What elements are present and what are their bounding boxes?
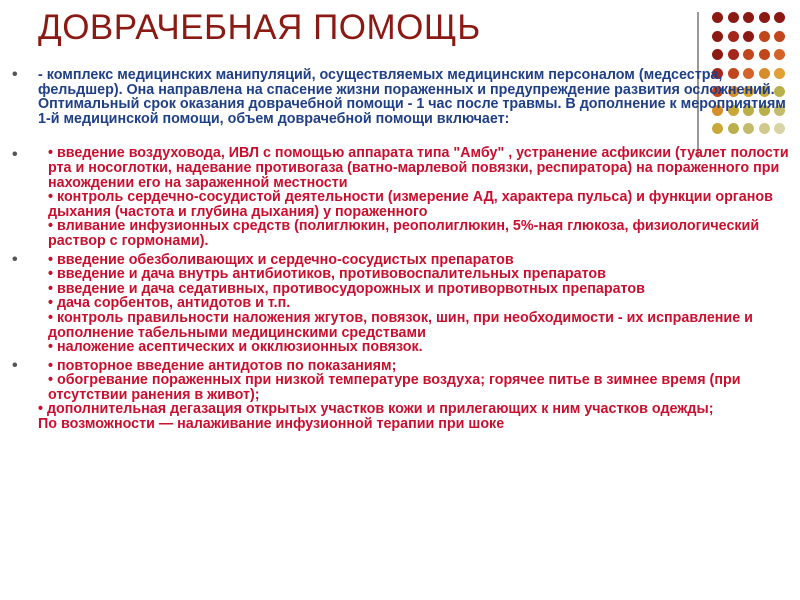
measure-item: • контроль сердечно-сосудистой деятельности (измерение АД, характера пульса) и функции органов дыхания (частота и глубина дыхания) у пораженного [48,189,773,220]
measure-item: По возможности — налаживание инфузионной терапии при шоке [38,416,505,433]
measure-item: • дача сорбентов, антидотов и т.п. [48,295,291,312]
measures-block-3 [12,356,794,433]
measure-item: • контроль правильности наложения жгутов, повязок, шин, при необходимости - их исправление и дополнение табельными медицинскими средствами [48,309,753,341]
measures-block-2 [12,250,794,356]
bullet-marker: • [12,356,18,374]
decorative-dot [728,31,739,42]
measure-item: • наложение асептических и окклюзионных повязок. [48,339,423,356]
intro-text: - комплекс медицинских манипуляций, осуществляемых медицинским персоналом (медсестра, фельдшер). Она направлена на спасение жизни пораженных и предупреждение развития осложнений. Оптимальный срок оказания доврачебной помощи - 1 час после травмы. В дополнение к мероприятиям 1-й медицинской помощи, объем доврачебной помощи включает: [38,67,786,127]
decorative-dot [728,49,739,60]
page-title: ДОВРАЧЕБНАЯ ПОМОЩЬ [38,8,481,47]
decorative-dot [743,12,754,23]
decorative-dot [759,49,770,60]
measure-item: • введение и дача седативных, противосудорожных и противорвотных препаратов [48,280,645,297]
measure-item: • повторное введение антидотов по показаниям; [48,357,397,374]
content-area [12,68,794,432]
decorative-dot [774,31,785,42]
measure-item: • введение воздуховода, ИВЛ с помощью аппарата типа "Амбу" , устранение асфиксии (туалет полости рта и носоглотки, надевание противогаза (ватно-марлевой повязки, респиратора) на пораженного при нахождении его на зараженной местности [48,145,789,191]
decorative-dot [712,31,723,42]
decorative-dot [743,49,754,60]
decorative-dot [774,49,785,60]
measure-item: • дополнительная дегазация открытых участков кожи и прилегающих к ним участков одежды; [38,401,714,418]
decorative-dot [712,12,723,23]
decorative-dot [712,49,723,60]
measure-item: • обогревание пораженных при низкой температуре воздуха; горячее питье в зимнее время (при отсутствии ранения в живот); [48,372,741,403]
bullet-marker: • [12,146,18,164]
decorative-dot [759,31,770,42]
measure-item: • введение и дача внутрь антибиотиков, противовоспалительных препаратов [48,266,606,283]
decorative-dot [759,12,770,23]
measures-block-1 [12,146,794,248]
decorative-dot [728,12,739,23]
bullet-marker: • [12,250,18,268]
intro-block [12,68,794,126]
measure-item: • введение обезболивающих и сердечно-сосудистых препаратов [48,251,514,268]
decorative-dot [774,12,785,23]
bullet-marker: • [12,66,18,83]
decorative-dot [743,31,754,42]
measure-item: • вливание инфузионных средств (полиглюкин, реополиглюкин, 5%-ная глюкоза, физиологический раствор с гормонами). [48,218,760,249]
